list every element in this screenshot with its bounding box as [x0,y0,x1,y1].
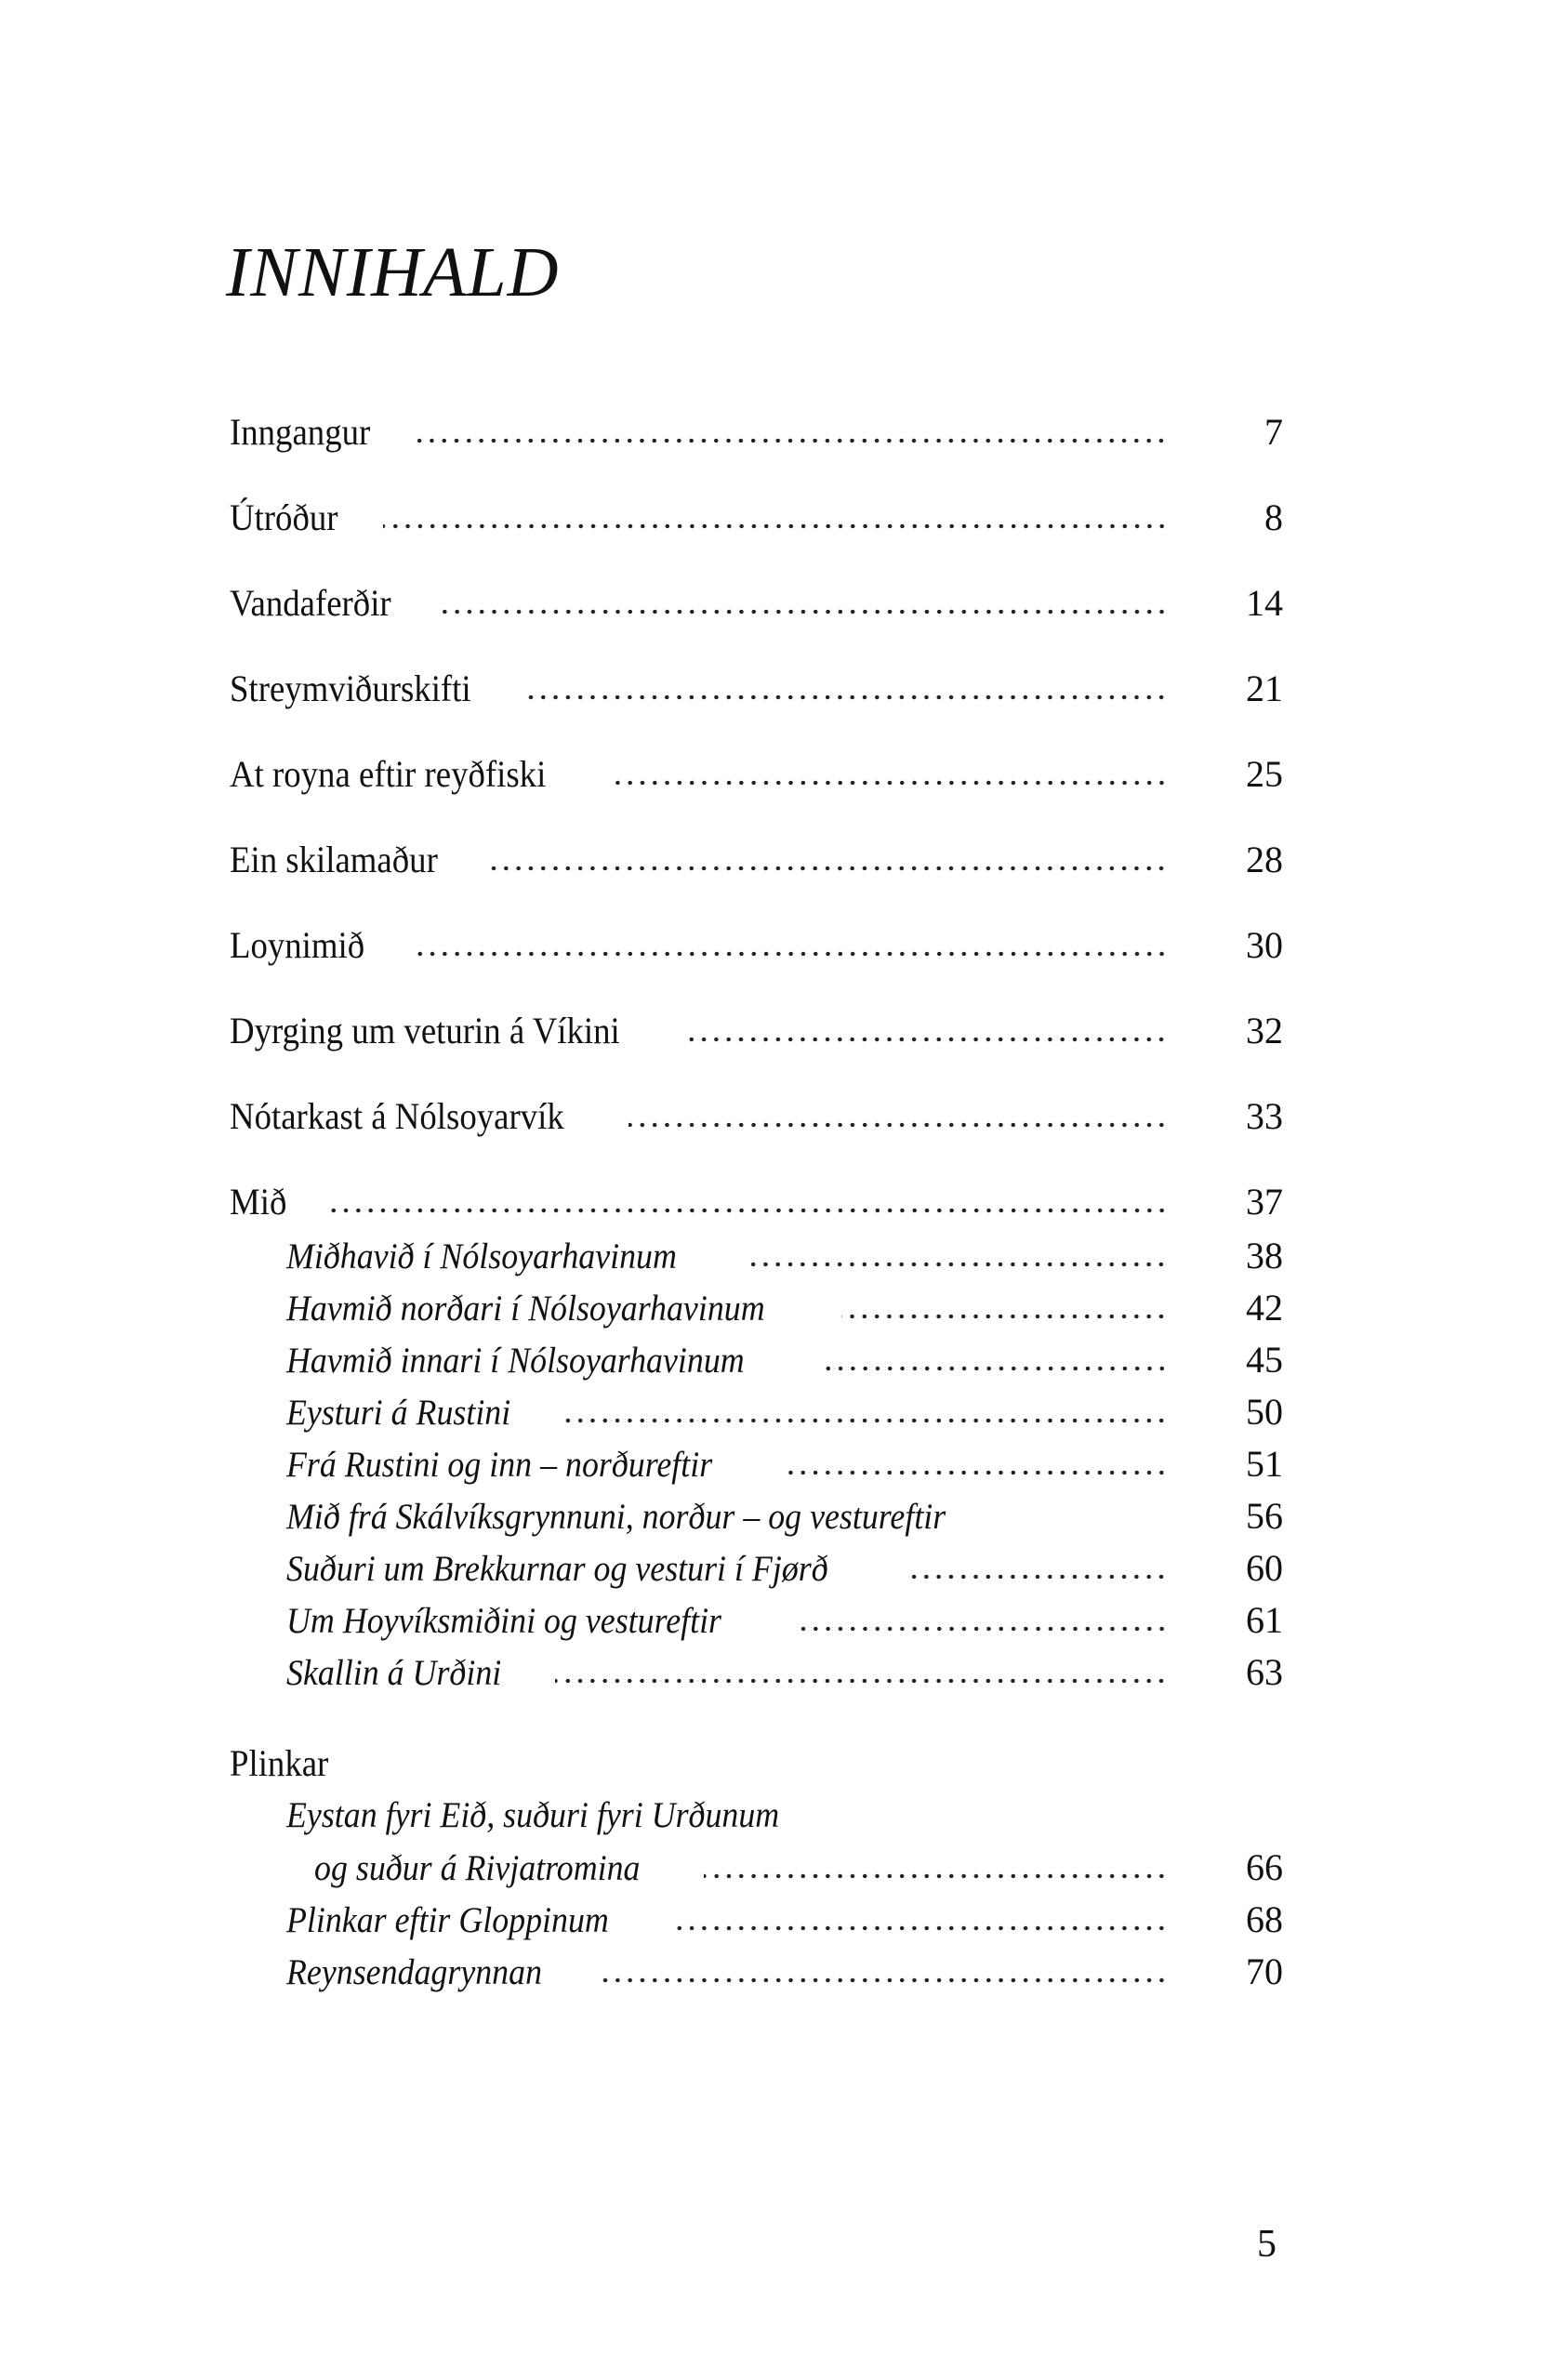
toc-subentry[interactable] [286,1441,1283,1488]
toc-entry-page: 32 [1246,1010,1283,1051]
toc-entry[interactable] [230,837,1283,883]
dot-leader [746,1262,1168,1267]
toc-section-heading[interactable] [230,1740,1283,1787]
toc-entry[interactable] [230,1008,1283,1054]
toc-subentry-label: Havmið norðari í Nólsoyarhavinum [286,1289,765,1329]
toc-subentry-page: 61 [1246,1599,1283,1641]
toc-entry-label: Ein skilamaður [230,839,438,880]
toc-subentry-page: 42 [1246,1287,1283,1329]
toc-subentry[interactable] [286,1597,1283,1644]
toc-subentry-label: Frá Rustini og inn – norðureftir [286,1445,713,1485]
toc-entry-label: Dyrging um veturin á Víkini [230,1010,620,1051]
toc-entry[interactable] [230,580,1283,627]
toc-subentry-page: 51 [1246,1443,1283,1485]
toc-subentry[interactable] [286,1337,1283,1383]
toc-subentry-label: Reynsendagrynnan [286,1952,543,1992]
dot-leader [565,1418,1168,1423]
dot-leader [412,951,1168,957]
dot-leader [628,1122,1168,1128]
dot-leader [672,1925,1168,1931]
dot-leader [491,866,1168,871]
toc-entry-label: Mið [230,1181,287,1223]
toc-entry[interactable] [230,666,1283,712]
toc-subentry[interactable] [286,1545,1283,1592]
dot-leader [785,1470,1168,1475]
toc-entry-page: 30 [1246,924,1283,966]
dot-leader [820,1366,1168,1371]
toc-entry-label: Vandaferðir [230,582,391,624]
dot-leader [841,1314,1168,1319]
toc-subentry[interactable] [286,1493,1283,1540]
toc-subentry-label: Suðuri um Brekkurnar og vesturi í Fjørð [286,1549,828,1589]
toc-entry[interactable] [230,922,1283,969]
dot-leader [609,780,1168,786]
toc-entry-page: 7 [1264,411,1283,453]
toc-subentry-page: 63 [1246,1651,1283,1693]
toc-subentry-label: Eysturi á Rustini [286,1393,511,1433]
dot-leader [327,1208,1168,1213]
toc-subentry-label: og suður á Rivjatromina [314,1848,641,1888]
toc-subentry-label: Um Hoyvíksmiðini og vestureftir [286,1601,722,1641]
toc-subentry-page: 38 [1246,1235,1283,1276]
toc-entry-label: Nótarkast á Nólsoyarvík [230,1095,564,1137]
toc-entry-page: 14 [1246,582,1283,624]
page-number: 5 [1257,2223,1277,2266]
toc-subentry-label: Eystan fyri Eið, suðuri fyri Urðunum [286,1795,780,1835]
toc-subentry-page: 45 [1246,1339,1283,1381]
toc-subentry[interactable] [286,1949,1283,1995]
toc-entry[interactable] [230,1093,1283,1140]
toc-subentry-label: Skallin á Urðini [286,1653,502,1693]
dot-leader [689,1037,1168,1042]
plinkar-heading: Plinkar [230,1742,329,1784]
toc-subentry[interactable] [286,1233,1283,1279]
toc-entry-page: 33 [1246,1095,1283,1137]
toc-subentry[interactable] [286,1792,1283,1839]
toc-subentry-page: 66 [1246,1846,1283,1888]
toc-subentry[interactable] [286,1649,1283,1696]
toc-entry-label: At royna eftir reyðfiski [230,753,547,795]
toc-entry-label: Streymviðurskifti [230,668,471,709]
toc-subentry-page: 70 [1246,1950,1283,1992]
toc-subentry-page: 68 [1246,1898,1283,1940]
dot-leader [795,1626,1168,1632]
toc-subentry-page: 50 [1246,1391,1283,1433]
toc-entry-page: 37 [1246,1181,1283,1223]
page-title: INNIHALD [226,233,560,311]
toc-entry[interactable] [230,751,1283,798]
toc-entry[interactable] [230,409,1283,456]
toc-entry-label: Útróður [230,496,338,538]
toc-entry[interactable] [230,495,1283,541]
toc-entry-label: Inngangur [230,411,371,453]
toc-subentry-page: 56 [1246,1495,1283,1537]
toc-entry-page: 28 [1246,839,1283,880]
dot-leader [555,1678,1168,1684]
toc-subentry[interactable] [286,1285,1283,1331]
toc-subentry-continuation[interactable] [314,1844,1283,1891]
toc-entry-page: 21 [1246,668,1283,709]
toc-entry-page: 25 [1246,753,1283,795]
toc-subentry-label: Miðhavið í Nólsoyarhavinum [286,1236,677,1276]
toc-entry-page: 8 [1264,496,1283,538]
dot-leader [600,1977,1168,1983]
toc-subentry-page: 60 [1246,1547,1283,1589]
dot-leader [441,609,1168,615]
toc-subentry-label: Havmið innari í Nólsoyarhavinum [286,1341,745,1381]
dot-leader [383,523,1168,529]
toc-subentry-label: Mið frá Skálvíksgrynnuni, norður – og vestureftir [286,1497,946,1537]
toc-subentry[interactable] [286,1897,1283,1943]
dot-leader [704,1873,1168,1879]
toc-entry-label: Loynimið [230,924,365,966]
dot-leader [417,438,1168,443]
dot-leader [910,1574,1168,1580]
toc-subentry-label: Plinkar eftir Gloppinum [286,1900,609,1940]
toc-subentry[interactable] [286,1389,1283,1435]
toc-entry[interactable] [230,1179,1283,1225]
dot-leader [527,694,1168,700]
